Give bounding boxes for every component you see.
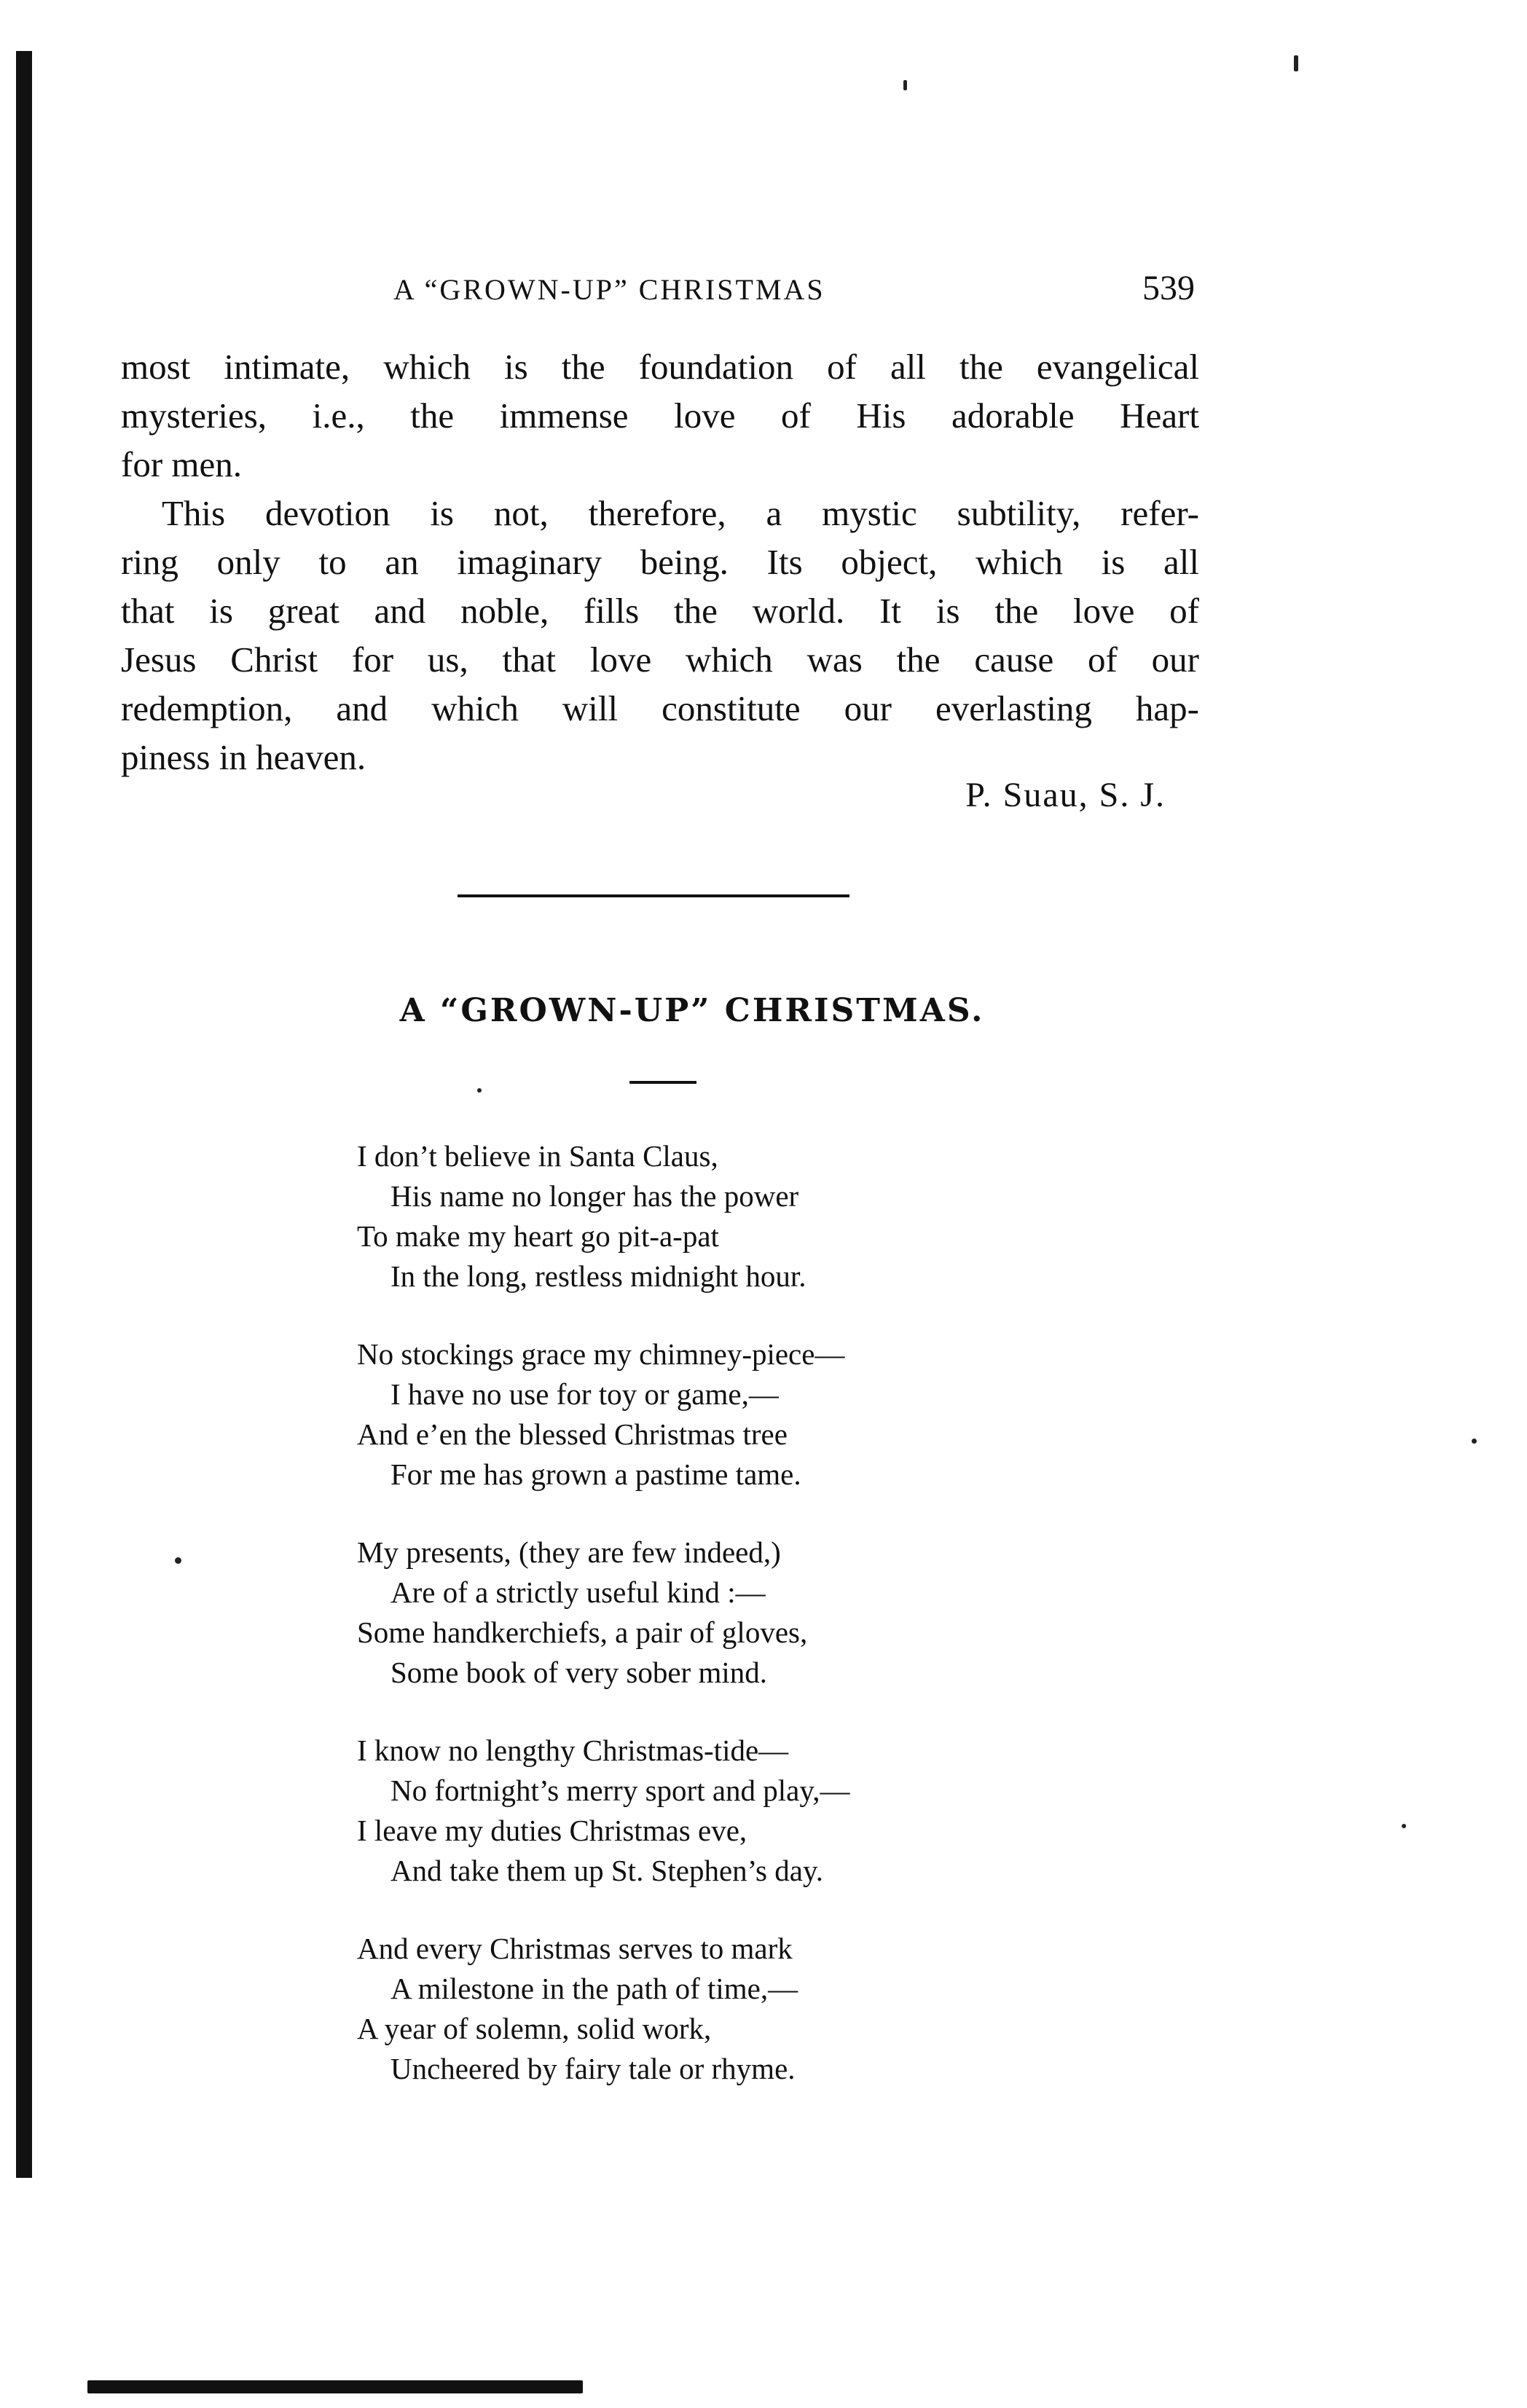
paragraph — [121, 342, 1199, 489]
verse-line: No fortnight’s merry sport and play,— — [390, 1774, 850, 1807]
stanza — [357, 1136, 1013, 1297]
scan-binding-edge — [16, 51, 32, 2178]
section-divider — [458, 894, 849, 897]
text-line: for men. — [121, 444, 242, 484]
stanza — [357, 1731, 1013, 1891]
author-signature: P. Suau, S. J. — [965, 776, 1166, 814]
verse-line: No stockings grace my chimney-piece— — [357, 1337, 845, 1371]
text-line: piness in heaven. — [121, 737, 366, 777]
text-line: ring only to an imaginary being. Its object, which is all — [121, 542, 1199, 582]
scan-speck — [1402, 1824, 1406, 1828]
text-line: redemption, and which will constitute our everlasting hap- — [121, 688, 1199, 728]
poem-title: A “GROWN-UP” CHRISTMAS. — [399, 992, 985, 1029]
verse-line: Are of a strictly useful kind :— — [390, 1575, 766, 1609]
title-rule — [629, 1081, 696, 1084]
verse-line: A milestone in the path of time,— — [390, 1972, 798, 2005]
text-line: This devotion is not, therefore, a mystic subtility, refer- — [162, 493, 1199, 533]
verse-line: My presents, (they are few indeed,) — [357, 1535, 781, 1569]
scan-speck — [1472, 1439, 1477, 1444]
scan-speck — [1294, 55, 1298, 71]
verse-line: I have no use for toy or game,— — [390, 1377, 779, 1411]
verse-line: Uncheered by fairy tale or rhyme. — [390, 2052, 796, 2085]
poem — [357, 1136, 1013, 2127]
verse-line: And every Christmas serves to mark — [357, 1932, 793, 1965]
verse-line: To make my heart go pit-a-pat — [357, 1219, 719, 1253]
verse-line: And take them up St. Stephen’s day. — [390, 1854, 824, 1887]
verse-line: A year of solemn, solid work, — [357, 2012, 712, 2045]
scan-speck — [175, 1557, 181, 1564]
running-head-title: A “GROWN-UP” CHRISTMAS — [393, 273, 825, 306]
verse-line: His name no longer has the power — [390, 1179, 799, 1213]
running-head — [393, 268, 1195, 319]
scan-bottom-edge — [87, 2380, 583, 2393]
prose-block — [121, 342, 1199, 782]
stanza — [357, 1929, 1013, 2089]
verse-line: And e’en the blessed Christmas tree — [357, 1417, 788, 1451]
verse-line: Some handkerchiefs, a pair of gloves, — [357, 1616, 808, 1649]
paragraph — [121, 489, 1199, 782]
text-line: mysteries, i.e., the immense love of His adorable Heart — [121, 396, 1199, 436]
verse-line: I don’t believe in Santa Claus, — [357, 1139, 718, 1173]
verse-line: In the long, restless midnight hour. — [390, 1259, 806, 1293]
text-line: Jesus Christ for us, that love which was the cause of our — [121, 640, 1199, 680]
text-line: that is great and noble, fills the world. It is the love of — [121, 591, 1199, 631]
page-number: 539 — [1142, 269, 1195, 307]
scan-speck — [903, 80, 907, 90]
scan-speck — [477, 1088, 482, 1093]
verse-line: I know no lengthy Christmas-tide— — [357, 1734, 789, 1767]
text-line: most intimate, which is the foundation of all the evangelical — [121, 347, 1199, 387]
verse-line: For me has grown a pastime tame. — [390, 1457, 801, 1491]
stanza — [357, 1532, 1013, 1693]
verse-line: I leave my duties Christmas eve, — [357, 1814, 747, 1847]
verse-line: Some book of very sober mind. — [390, 1656, 767, 1689]
stanza — [357, 1334, 1013, 1495]
